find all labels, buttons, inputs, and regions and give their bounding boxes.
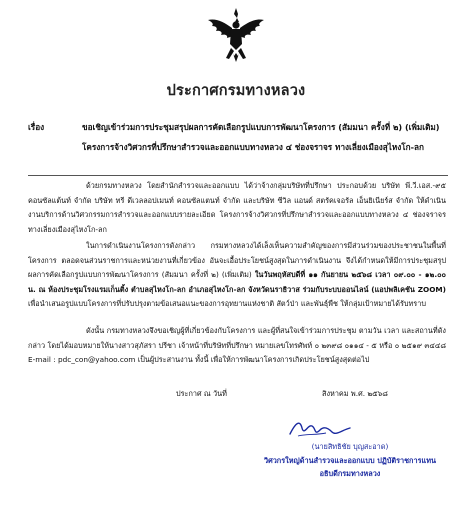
paragraph-1 [28, 179, 446, 237]
subject-text: ขอเชิญเข้าร่วมการประชุมสรุปผลการคัดเลือกรูปแบบการพัฒนาโครงการ (สัมมนา ครั้งที่ ๒) (เพิ่มเติม) โครงการจ้างวิศวกรที่ปรึกษาสำรวจและออกแบบทางหลวง ๔ ช่องจราจร ทางเลี่ยงเมืองสุไหงโก-ลก [82, 122, 440, 152]
divider [28, 175, 448, 176]
paragraph-2-intro: ในการดำเนินงานโครงการดังกล่าว กรมทางหลวงได้เล็งเห็นความสำคัญของการมีส่วนร่วมของประชาชนในพื้นที่โครงการ ตลอดจนส่วนราชการและหน่วยงานที่เกี่ยวข้อง อันจะเอื้อประโยชน์สูงสุดในการดำเนินงาน จึงได้กำหนดให้มีการประชุมสรุปผลการคัดเลือกรูปแบบการพัฒนาโครงการ (สัมมนา ครั้งที่ ๒) (เพิ่มเติม) [28, 241, 446, 279]
meeting-datetime-venue: ในวันพฤหัสบดีที่ ๑๑ กันยายน ๒๕๖๘ เวลา ๐๙.๐๐ - ๑๒.๐๐ น. ณ ห้องประชุมโรงแรมเก็นติ้ง ตำบลสุไหงโก-ลก อำเภอสุไหงโก-ลก จังหวัดนราธิวาส ร่วมกับระบบออนไลน์ (แอปพลิเคชัน ZOOM) [28, 270, 446, 294]
signature-block [250, 440, 450, 481]
subject-label: เรื่อง [28, 122, 45, 132]
paragraph-1-text: ด้วยกรมทางหลวง โดยสำนักสำรวจและออกแบบ ได้ว่าจ้างกลุ่มบริษัทที่ปรึกษา ประกอบด้วย บริษัท พี.วี.เอส.-๙๕ คอนซัลแต้นท์ จำกัด บริษัท ทรี ดีเวลลอปเมนท์ คอนซัลแตนท์ จำกัด และบริษัท ซีวิล แอนด์ สตรัคเจอรัล เอ็นยิเนียร์ส จำกัด ให้ดำเนินงานบริการด้านวิศวกรรมการสำรวจและออกแบบรายละเอียด โครงการจ้างวิศวกรที่ปรึกษาสำรวจและออกแบบทางหลวง ๔ ช่องจราจร ทางเลี่ยงเมืองสุไหงโก-ลก [28, 181, 446, 234]
announced-at-label: ประกาศ ณ วันที่ [176, 389, 227, 398]
paragraph-2-purpose: เพื่อนำเสนอรูปแบบโครงการที่ปรับปรุงตามข้อเสนอแนะของการอุทยานแห่งชาติ สัตว์ป่า และพันธุ์พืช ให้กลุ่มเป้าหมายได้รับทราบ [28, 299, 426, 308]
paragraph-3 [28, 324, 446, 368]
paragraph-3-text: ดังนั้น กรมทางหลวงจึงขอเชิญผู้ที่เกี่ยวข้องกับโครงการ และผู้ที่สนใจเข้าร่วมการประชุม ตามวัน เวลา และสถานที่ดังกล่าว โดยได้มอบหมายให้นางสาวสุภัสรา ปรีชา เจ้าหน้าที่บริษัทที่ปรึกษา หมายเลขโทรศัพท์ ๐ ๒๓๙๘ ๐๑๑๔ - ๕ หรือ ๐ ๒๕๑๙ ๓๔๔๘ E-mail : pdc_con@yahoo.com เป็นผู้ประสานงาน ทั้งนี้ เพื่อให้การพัฒนาโครงการเกิดประโยชน์สูงสุดต่อไป [28, 326, 446, 364]
signer-name: (นายสิทธิชัย บุญสะอาด) [311, 442, 389, 451]
paragraph-2 [28, 239, 446, 312]
signer-position: วิศวกรใหญ่ด้านสำรวจและออกแบบ ปฏิบัติราชการแทน [263, 455, 436, 465]
signer-organization: อธิบดีกรมทางหลวง [319, 469, 381, 478]
signature-scribble [286, 416, 356, 442]
garuda-emblem [204, 4, 268, 68]
page-title: ประกาศกรมทางหลวง [166, 83, 306, 99]
announcement-month-year: สิงหาคม พ.ศ. ๒๕๖๘ [322, 389, 388, 398]
